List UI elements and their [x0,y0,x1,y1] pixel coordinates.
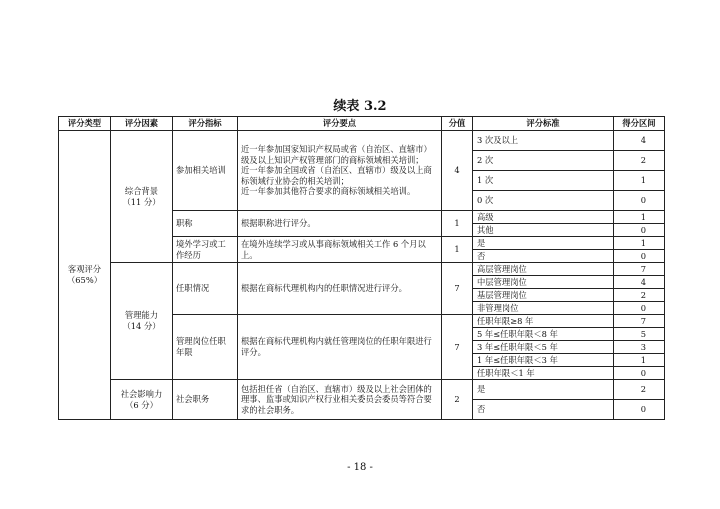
standard-cell: 高级 [473,211,614,224]
scoring-table [58,116,665,420]
standard-cell: 是 [473,380,614,400]
standard-cell: 中层管理岗位 [473,276,614,289]
table-row [59,380,665,400]
value-cell: 4 [442,131,473,211]
score-cell: 2 [614,380,665,400]
score-cell: 1 [614,237,665,250]
value-cell: 2 [442,380,473,420]
standard-cell: 是 [473,237,614,250]
factor-points: （14 分） [122,321,161,331]
standard-cell: 其他 [473,224,614,237]
factor-points: （11 分） [122,196,161,207]
factor-cell [111,380,173,420]
header-cell: 评分要点 [238,117,442,131]
standard-cell: 2 次 [473,151,614,171]
score-cell: 0 [614,400,665,420]
standard-cell: 非管理岗位 [473,302,614,315]
header-cell: 评分因素 [111,117,173,131]
standard-cell: 任职年限＜1 年 [473,367,614,380]
header-cell: 分值 [442,117,473,131]
score-cell: 7 [614,315,665,328]
header-cell: 得分区间 [614,117,665,131]
score-cell: 2 [614,151,665,171]
score-cell: 4 [614,131,665,151]
factor-label: 综合背景 [124,185,159,196]
score-cell: 0 [614,250,665,263]
points-cell: 根据在商标代理机构内就任管理岗位的任职年限进行评分。 [238,315,442,380]
score-cell: 0 [614,191,665,211]
standard-cell: 3 次及以上 [473,131,614,151]
indicator-cell: 社会职务 [173,380,238,420]
standard-cell: 1 次 [473,171,614,191]
points-cell: 根据职称进行评分。 [238,211,442,237]
standard-cell: 否 [473,400,614,420]
header-cell: 评分类型 [59,117,111,131]
value-cell: 1 [442,237,473,263]
value-cell: 7 [442,263,473,315]
score-cell: 1 [614,171,665,191]
header-cell: 评分指标 [173,117,238,131]
points-cell: 包括担任省（自治区、直辖市）级及以上社会团体的理事、监事或知识产权行业相关委员会委员等符合要求的社会职务。 [238,380,442,420]
standard-cell: 3 年≤任职年限＜5 年 [473,341,614,354]
score-cell: 1 [614,211,665,224]
points-cell: 在境外连续学习或从事商标领域相关工作 6 个月以上。 [238,237,442,263]
standard-cell: 否 [473,250,614,263]
score-cell: 3 [614,341,665,354]
standard-cell: 1 年≤任职年限＜3 年 [473,354,614,367]
factor-points: （6 分） [125,399,158,410]
factor-cell [111,131,173,263]
header-row [59,117,665,131]
indicator-cell: 职称 [173,211,238,237]
points-cell: 根据在商标代理机构内的任职情况进行评分。 [238,263,442,315]
factor-cell [111,263,173,380]
value-cell: 1 [442,211,473,237]
indicator-cell: 境外学习或工作经历 [173,237,238,263]
score-cell: 0 [614,367,665,380]
score-cell: 0 [614,224,665,237]
indicator-cell: 参加相关培训 [173,131,238,211]
page-number: - 18 - [347,462,373,473]
category-label: 客观评分 [67,264,102,275]
standard-cell: 5 年≤任职年限＜8 年 [473,328,614,341]
table-title: 续表 3.2 [333,99,387,114]
value-cell: 7 [442,315,473,380]
category-cell [59,131,111,420]
score-cell: 7 [614,263,665,276]
standard-cell: 0 次 [473,191,614,211]
standard-cell: 基层管理岗位 [473,289,614,302]
header-cell: 评分标准 [473,117,614,131]
score-cell: 1 [614,354,665,367]
table-row [59,263,665,276]
factor-label: 社会影响力 [120,388,163,399]
score-cell: 5 [614,328,665,341]
standard-cell: 高层管理岗位 [473,263,614,276]
standard-cell: 任职年限≥8 年 [473,315,614,328]
score-cell: 2 [614,289,665,302]
table-row [59,131,665,151]
factor-label: 管理能力 [124,310,159,321]
category-percent: （65%） [66,275,103,285]
indicator-cell: 管理岗位任职年限 [173,315,238,380]
score-cell: 0 [614,302,665,315]
points-cell: 近一年参加国家知识产权局或省（自治区、直辖市）级及以上知识产权管理部门的商标领域相关培训； 近一年参加全国或省（自治区、直辖市）级及以上商标领域行业协会的相关培训； 近一年参加其他符合要求的商标领域相关培训。 [238,131,442,211]
score-cell: 4 [614,276,665,289]
indicator-cell: 任职情况 [173,263,238,315]
